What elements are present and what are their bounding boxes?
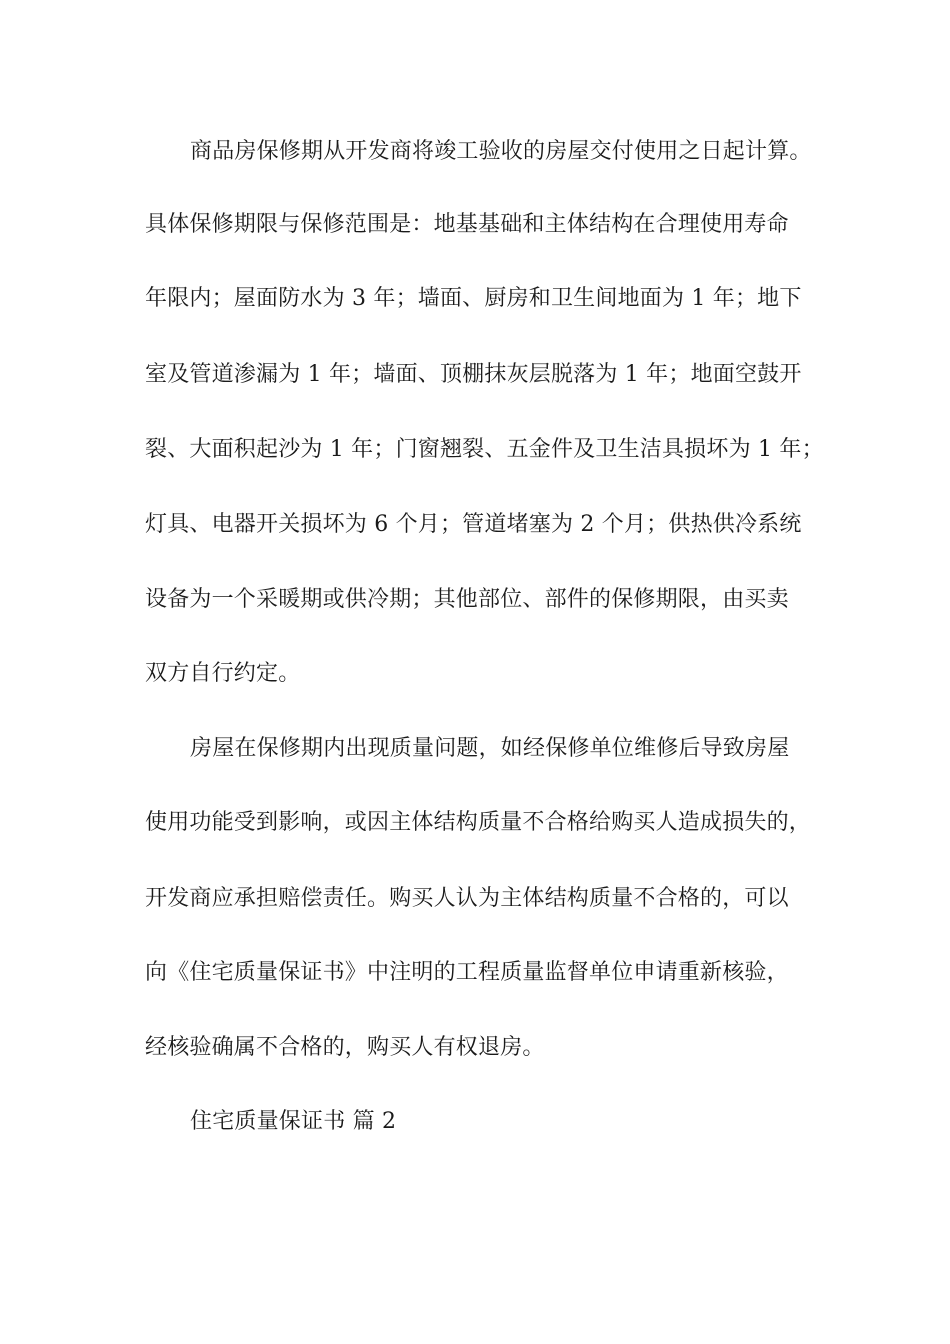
paragraph-2-line-5: 经核验确属不合格的，购买人有权退房。 xyxy=(145,1035,545,1060)
paragraph-1-line-5: 裂、大面积起沙为 1 年；门窗翘裂、五金件及卫生洁具损坏为 1 年； xyxy=(145,437,824,462)
paragraph-2-line-3: 开发商应承担赔偿责任。购买人认为主体结构质量不合格的，可以 xyxy=(145,886,789,911)
paragraph-2-line-4: 向《住宅质量保证书》中注明的工程质量监督单位申请重新核验， xyxy=(145,960,789,985)
paragraph-1-line-7: 设备为一个采暖期或供冷期；其他部位、部件的保修期限，由买卖 xyxy=(145,587,789,612)
paragraph-1-line-8: 双方自行约定。 xyxy=(145,661,301,686)
paragraph-1-line-1: 商品房保修期从开发商将竣工验收的房屋交付使用之日起计算。 xyxy=(190,139,812,164)
paragraph-1-line-2: 具体保修期限与保修范围是：地基基础和主体结构在合理使用寿命 xyxy=(145,212,789,237)
paragraph-1-line-6: 灯具、电器开关损坏为 6 个月；管道堵塞为 2 个月；供热供冷系统 xyxy=(145,512,802,537)
section-heading: 住宅质量保证书 篇 2 xyxy=(190,1109,397,1134)
paragraph-1-line-4: 室及管道渗漏为 1 年；墙面、顶棚抹灰层脱落为 1 年；地面空鼓开 xyxy=(145,362,802,387)
paragraph-2-line-2: 使用功能受到影响，或因主体结构质量不合格给购买人造成损失的， xyxy=(145,810,812,835)
paragraph-1-line-3: 年限内；屋面防水为 3 年；墙面、厨房和卫生间地面为 1 年；地下 xyxy=(145,286,802,311)
paragraph-2-line-1: 房屋在保修期内出现质量问题，如经保修单位维修后导致房屋 xyxy=(190,736,790,761)
